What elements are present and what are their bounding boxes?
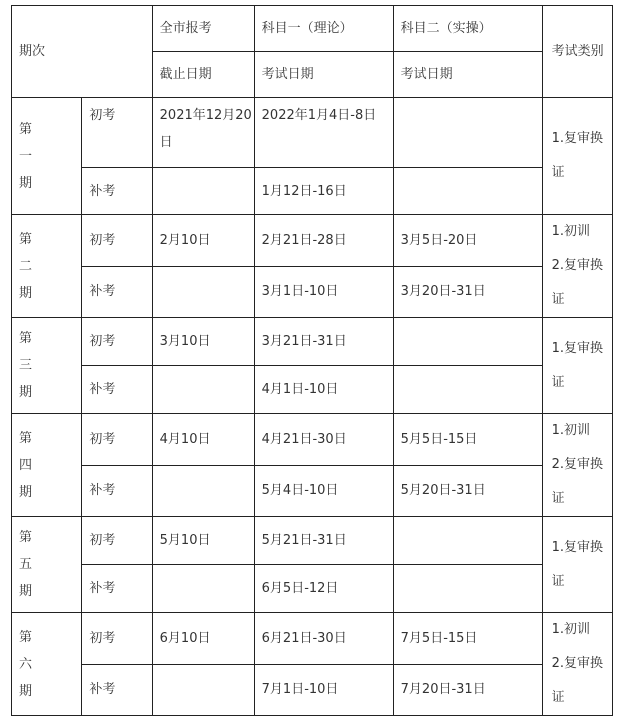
period-label-char: 第 [19,530,33,545]
period-label-char: 期 [19,584,33,599]
exam-kind-cell: 初考 [82,414,152,466]
table-row [12,98,613,168]
period-label [12,215,82,318]
exam-kind-cell: 初考 [82,613,152,665]
exam-type-item: 1.初训 [551,622,591,637]
period-label-char: 第 [19,629,33,645]
subject2-date-cell: 7月20日-31日 [393,664,542,716]
exam-schedule-table [11,5,613,716]
exam-kind-cell: 补考 [82,465,152,517]
table-row [12,414,613,466]
period-label [12,318,82,414]
deadline-cell: 6月10日 [152,613,254,665]
deadline-cell [152,366,254,414]
period-label-char: 六 [19,656,33,672]
subject2-date-cell: 7月5日-15日 [393,613,542,665]
exam-kind-cell: 初考 [82,318,152,366]
exam-kind-cell: 补考 [82,366,152,414]
period-label-char: 期 [19,484,33,500]
subject2-header-bottom: 考试日期 [393,52,542,98]
deadline-cell [152,266,254,318]
period-label-char: 一 [19,148,33,164]
exam-type-cell [542,98,612,215]
exam-kind-cell: 补考 [82,565,152,613]
exam-type-item: 1.复审换证 [551,131,604,180]
exam-kind-cell: 初考 [82,215,152,267]
table-row [12,664,613,716]
period-label-char: 二 [19,258,33,274]
deadline-cell: 2021年12月20日 [152,98,254,168]
period-label-char: 第 [19,430,33,446]
subject1-date-cell: 2月21日-28日 [254,215,393,267]
exam-type-item: 2.复审换证 [551,258,604,307]
subject1-date-cell: 4月21日-30日 [254,414,393,466]
table-row [12,366,613,414]
deadline-cell [152,664,254,716]
table-row [12,465,613,517]
exam-kind-cell: 补考 [82,664,152,716]
period-label-char: 第 [19,121,33,137]
subject1-date-cell: 7月1日-10日 [254,664,393,716]
schedule-body [12,98,613,716]
deadline-header-top: 全市报考 [152,6,254,52]
period-label [12,414,82,517]
deadline-cell [152,168,254,215]
exam-kind-cell: 初考 [82,517,152,565]
subject1-date-cell: 6月5日-12日 [254,565,393,613]
subject2-date-cell: 5月20日-31日 [393,465,542,517]
exam-type-item: 1.初训 [551,224,591,239]
subject1-date-cell: 6月21日-30日 [254,613,393,665]
exam-type-item: 1.复审换证 [551,340,604,390]
exam-type-item: 1.复审换证 [551,539,604,589]
table-row [12,613,613,665]
exam-type-cell [542,215,612,318]
exam-kind-cell: 补考 [82,266,152,318]
deadline-cell: 5月10日 [152,517,254,565]
deadline-cell: 4月10日 [152,414,254,466]
subject2-date-cell [393,168,542,215]
subject2-header-top: 科目二（实操） [393,6,542,52]
exam-type-item: 1.初训 [551,423,591,438]
subject2-date-cell [393,565,542,613]
exam-kind-cell: 补考 [82,168,152,215]
subject2-date-cell [393,98,542,168]
exam-type-item: 2.复审换证 [551,656,604,705]
exam-type-cell [542,613,612,716]
period-label-char: 五 [19,557,33,572]
exam-type-cell [542,318,612,414]
subject1-date-cell: 1月12日-16日 [254,168,393,215]
subject2-date-cell [393,517,542,565]
table-row [12,266,613,318]
period-label-char: 四 [19,457,33,473]
deadline-cell [152,465,254,517]
period-label-char: 期 [19,683,33,699]
exam-type-cell [542,414,612,517]
subject1-date-cell: 3月21日-31日 [254,318,393,366]
subject1-header-top: 科目一（理论） [254,6,393,52]
period-label-char: 期 [19,175,33,191]
period-label-char: 期 [19,385,33,400]
period-label [12,98,82,215]
table-row [12,215,613,267]
deadline-cell: 3月10日 [152,318,254,366]
exam-kind-cell: 初考 [82,98,152,168]
subject2-date-cell: 3月20日-31日 [393,266,542,318]
subject1-date-cell: 4月1日-10日 [254,366,393,414]
exam-type-item: 2.复审换证 [551,457,604,506]
exam-type-cell [542,517,612,613]
subject2-date-cell: 3月5日-20日 [393,215,542,267]
type-header: 考试类别 [542,6,612,98]
table-row [12,565,613,613]
subject1-date-cell: 2022年1月4日-8日 [254,98,393,168]
subject1-header-bottom: 考试日期 [254,52,393,98]
subject2-date-cell [393,318,542,366]
deadline-cell [152,565,254,613]
period-label-char: 第 [19,231,33,247]
table-row [12,517,613,565]
period-label [12,613,82,716]
subject1-date-cell: 5月4日-10日 [254,465,393,517]
subject2-date-cell: 5月5日-15日 [393,414,542,466]
subject1-date-cell: 3月1日-10日 [254,266,393,318]
period-label [12,517,82,613]
deadline-cell: 2月10日 [152,215,254,267]
subject1-date-cell: 5月21日-31日 [254,517,393,565]
table-row [12,318,613,366]
deadline-header-bottom: 截止日期 [152,52,254,98]
period-header: 期次 [12,6,153,98]
subject2-date-cell [393,366,542,414]
period-label-char: 第 [19,331,33,346]
period-label-char: 三 [19,358,33,373]
table-row [12,168,613,215]
period-label-char: 期 [19,285,33,301]
